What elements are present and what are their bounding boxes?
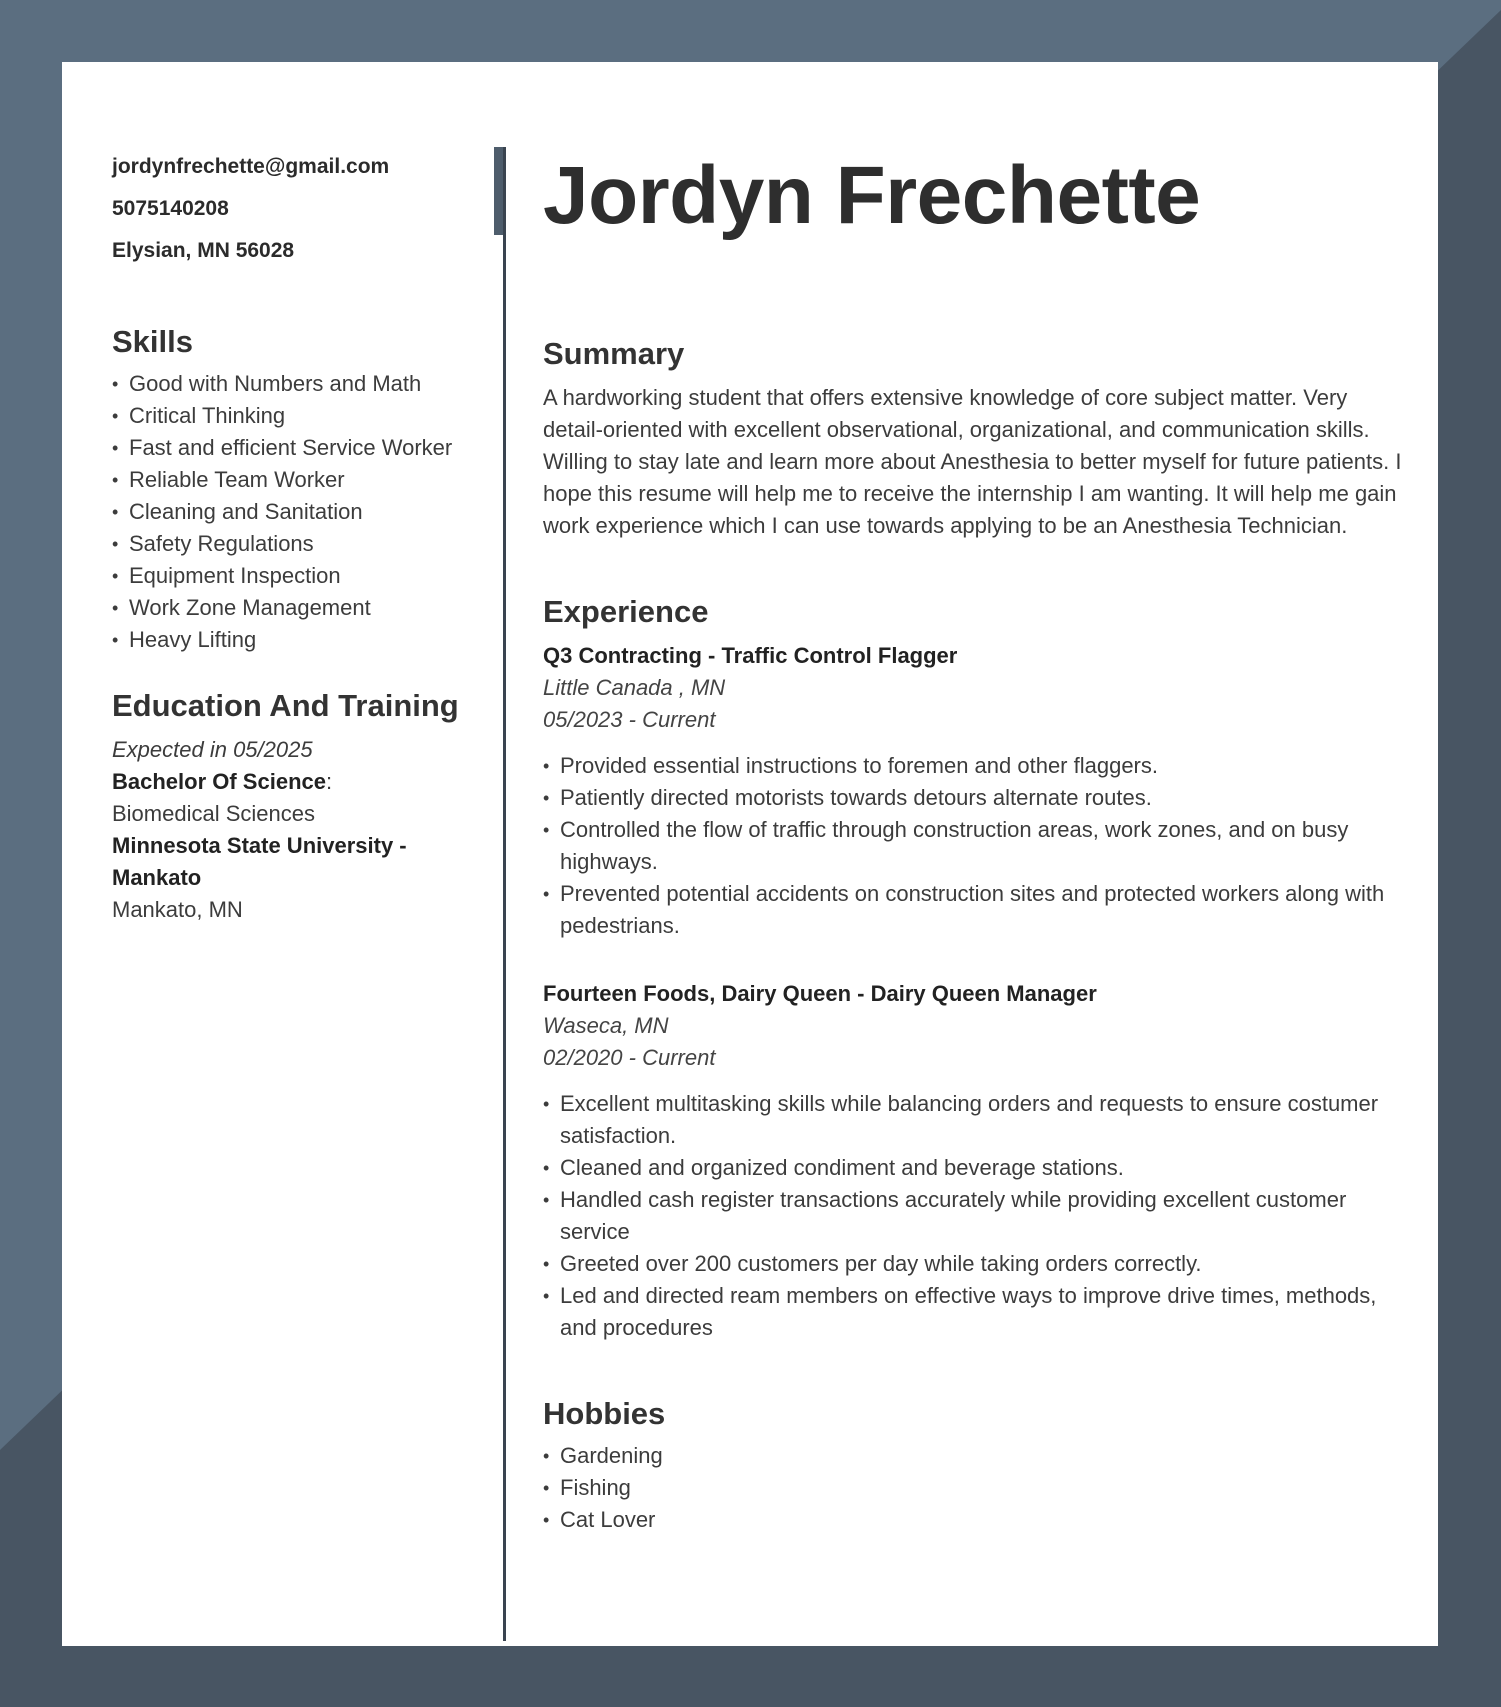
job-location: Little Canada , MN — [543, 675, 726, 700]
education-degree: Bachelor Of Science — [112, 769, 326, 794]
education-location: Mankato, MN — [112, 897, 243, 922]
candidate-name: Jordyn Frechette — [543, 150, 1201, 241]
job-bullet: • Patiently directed motorists towards detours alternate routes. — [543, 782, 1403, 814]
contact-email[interactable]: jordynfrechette@gmail.com — [112, 155, 390, 178]
job-bullet: • Provided essential instructions to foremen and other flaggers. — [543, 750, 1403, 782]
column-divider — [503, 147, 506, 1641]
skill-item: • Safety Regulations — [112, 528, 482, 560]
job-entry — [543, 640, 1403, 942]
summary-text: A hardworking student that offers extensive knowledge of core subject matter. Very detail-oriented with excellent observational, organizational, and communication skills. Willing to stay late and learn more about Anesthesia to better myself for future patients. I hope this resume will help me to receive the internship I am wanting. It will help me gain work experience which I can use towards applying to be an Anesthesia Technician. — [543, 385, 1402, 538]
job-bullet: • Controlled the flow of traffic through construction areas, work zones, and on busy highways. — [543, 814, 1403, 878]
hobbies-heading: Hobbies — [543, 1396, 666, 1431]
hobby-item: • Cat Lover — [543, 1504, 1403, 1536]
hobby-item: • Gardening — [543, 1440, 1403, 1472]
contact-phone[interactable]: 5075140208 — [112, 197, 229, 220]
education-degree-separator: : — [325, 769, 333, 794]
job-bullet: • Excellent multitasking skills while balancing orders and requests to ensure costumer satisfaction. — [543, 1088, 1403, 1152]
skill-item: • Good with Numbers and Math — [112, 368, 482, 400]
education-entry — [112, 734, 482, 926]
job-bullet: • Prevented potential accidents on construction sites and protected workers along with pedestrians. — [543, 878, 1403, 942]
hobby-item: • Fishing — [543, 1472, 1403, 1504]
job-title: Q3 Contracting - Traffic Control Flagger — [543, 643, 958, 668]
education-date: Expected in 05/2025 — [112, 737, 313, 762]
hobbies-list — [543, 1440, 1403, 1536]
experience-heading: Experience — [543, 594, 709, 629]
education-heading: Education And Training — [112, 688, 459, 723]
job-bullets — [543, 750, 1403, 942]
contact-info — [112, 146, 482, 272]
contact-location: Elysian, MN 56028 — [112, 239, 295, 262]
job-bullet: • Led and directed ream members on effective ways to improve drive times, methods, and procedures — [543, 1280, 1403, 1344]
left-column — [112, 146, 482, 926]
job-location: Waseca, MN — [543, 1013, 669, 1038]
skill-item: • Fast and efficient Service Worker — [112, 432, 482, 464]
job-bullet: • Greeted over 200 customers per day while taking orders correctly. — [543, 1248, 1403, 1280]
skills-heading: Skills — [112, 324, 193, 359]
skill-item: • Critical Thinking — [112, 400, 482, 432]
education-school: Minnesota State University - Mankato — [112, 833, 407, 890]
job-bullet: • Handled cash register transactions accurately while providing excellent customer service — [543, 1184, 1403, 1248]
skill-item: • Work Zone Management — [112, 592, 482, 624]
summary-heading: Summary — [543, 336, 685, 371]
job-entry — [543, 978, 1403, 1344]
job-dates: 02/2020 - Current — [543, 1045, 716, 1070]
job-title: Fourteen Foods, Dairy Queen - Dairy Queen Manager — [543, 981, 1097, 1006]
job-dates: 05/2023 - Current — [543, 707, 716, 732]
skill-item: • Reliable Team Worker — [112, 464, 482, 496]
resume-page — [62, 62, 1438, 1646]
right-column — [543, 146, 1403, 1536]
education-field: Biomedical Sciences — [112, 801, 315, 826]
skill-item: • Heavy Lifting — [112, 624, 482, 656]
job-bullets — [543, 1088, 1403, 1344]
education-degree-line — [112, 766, 482, 798]
skill-item: • Cleaning and Sanitation — [112, 496, 482, 528]
skill-item: • Equipment Inspection — [112, 560, 482, 592]
job-bullet: • Cleaned and organized condiment and beverage stations. — [543, 1152, 1403, 1184]
skills-list — [112, 368, 482, 656]
